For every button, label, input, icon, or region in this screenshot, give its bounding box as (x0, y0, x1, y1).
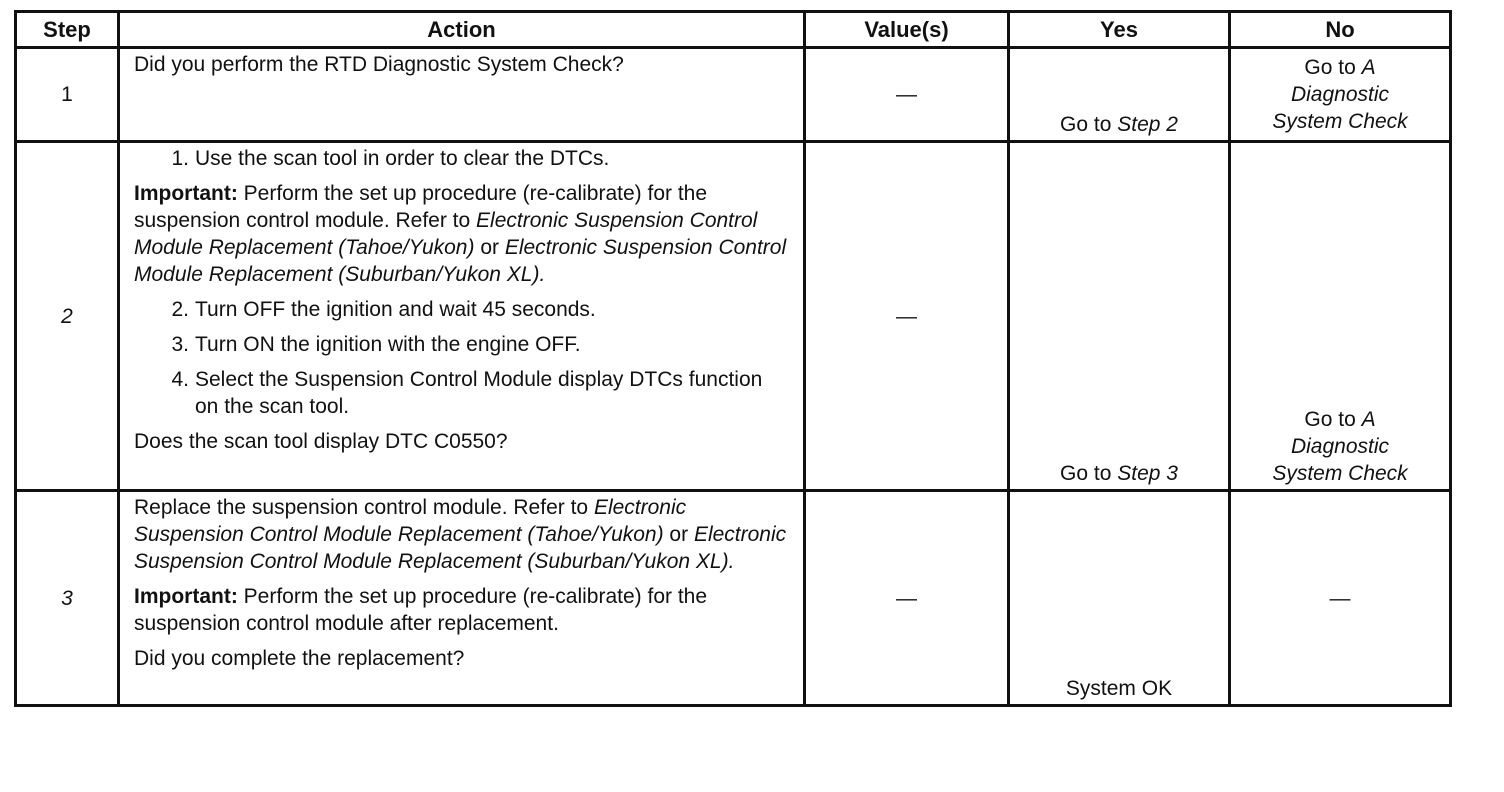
header-action: Action (119, 12, 805, 48)
list-item: 3. Turn ON the ignition with the engine OFF. (171, 333, 581, 356)
no-cell: Go to A Diagnostic System Check (1230, 142, 1451, 491)
reference-link[interactable]: Electronic Suspension Control Module Replacement (Tahoe/Yukon) (134, 209, 758, 259)
table-row-step-1 (16, 48, 1451, 142)
reference-link[interactable]: Electronic Suspension Control Module Replacement (Tahoe/Yukon) (134, 496, 687, 546)
procedure-list (134, 145, 789, 172)
reference-link[interactable]: Electronic Suspension Control Module Replacement (Suburban/Yukon XL) (134, 236, 787, 286)
no-cell: — (1230, 491, 1451, 706)
yes-cell: Go to Step 3 (1009, 142, 1230, 491)
step-number: 1 (16, 48, 119, 142)
list-item: 4. Select the Suspension Control Module display DTCs function on the scan tool. (171, 368, 763, 418)
important-note: Important: Perform the set up procedure (re-calibrate) for the suspension control module after replacement. (134, 585, 708, 635)
no-link[interactable]: A (1361, 56, 1376, 79)
no-link[interactable]: A (1361, 408, 1376, 431)
reference-link[interactable]: Electronic Suspension Control Module Replacement (Suburban/Yukon XL) (134, 523, 787, 573)
value-cell: — (805, 48, 1009, 142)
yes-cell: System OK (1009, 491, 1230, 706)
action-cell (119, 142, 805, 491)
header-yes: Yes (1009, 12, 1230, 48)
no-link-line3[interactable]: System Check (1272, 462, 1408, 485)
yes-link[interactable]: Step 3 (1117, 462, 1178, 485)
header-step: Step (16, 12, 119, 48)
yes-link[interactable]: Step 2 (1117, 113, 1178, 136)
no-cell: Go to A Diagnostic System Check (1230, 48, 1451, 142)
step-number: 2 (16, 142, 119, 491)
value-cell: — (805, 142, 1009, 491)
procedure-list (134, 296, 789, 420)
list-item: 1. Use the scan tool in order to clear the DTCs. (171, 147, 610, 170)
replace-instruction: Replace the suspension control module. Refer to Electronic Suspension Control Module Replacement (Tahoe/Yukon) or Electronic Suspension Control Module Replacement (Suburban/Yukon XL). (134, 496, 787, 573)
header-values: Value(s) (805, 12, 1009, 48)
important-note: Important: Perform the set up procedure (re-calibrate) for the suspension control module. Refer to Electronic Suspension Control Module Replacement (Tahoe/Yukon) or Electronic Suspension Control Module Replacement (Suburban/Yukon XL). (134, 182, 787, 286)
diagnostic-table (14, 10, 1452, 707)
action-question: Did you perform the RTD Diagnostic System Check? (134, 53, 624, 76)
action-question: Did you complete the replacement? (134, 647, 465, 670)
no-link-line2[interactable]: Diagnostic (1290, 435, 1390, 458)
list-item: 2. Turn OFF the ignition and wait 45 seconds. (171, 298, 596, 321)
value-cell: — (805, 491, 1009, 706)
header-no: No (1230, 12, 1451, 48)
action-cell (119, 491, 805, 706)
yes-cell: Go to Step 2 (1009, 48, 1230, 142)
step-number: 3 (16, 491, 119, 706)
no-link-line2[interactable]: Diagnostic (1290, 83, 1390, 106)
table-row-step-2 (16, 142, 1451, 491)
action-question: Does the scan tool display DTC C0550? (134, 430, 508, 453)
no-link-line3[interactable]: System Check (1272, 110, 1408, 133)
table-row-step-3 (16, 491, 1451, 706)
header-row (16, 12, 1451, 48)
action-cell (119, 48, 805, 142)
